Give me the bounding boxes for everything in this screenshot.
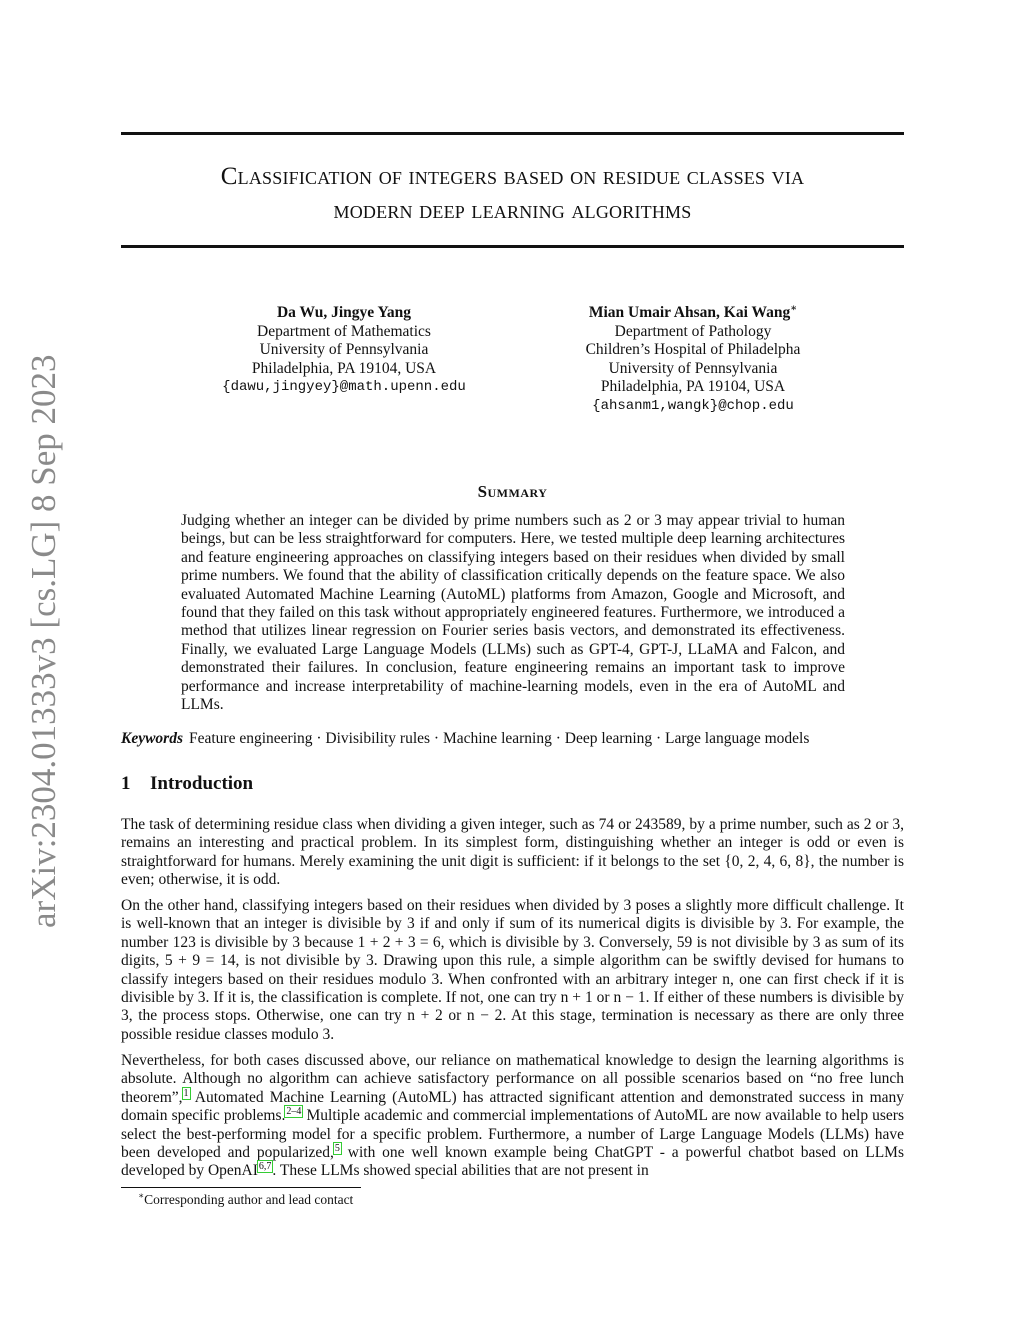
summary-heading: Summary [477,482,548,501]
footnote-text: Corresponding author and lead contact [144,1192,354,1207]
title-bottom-rule [121,245,904,248]
intro-paragraph-2: On the other hand, classifying integers based on their residues when divided by 3 poses a slightly more difficult challenge. It is well-known that an integer is divisible by 3 if and only if sum of its numerical digits is divisible by 3. For example, the number 123 is divisible by 3 because 1 + 2 + 3 = 6, which is divisible by 3. Conversely, 59 is not divisible by 3 as sum of its digits, 5 + 9 = 14, is not divisible by 3. Drawing upon this rule, a simple algorithm can be swiftly devised for humans to classify integers based on their residues modulo 3. When confronted with an arbitrary integer n, one can first check if it is divisible by 3. If it is, the classification is complete. If not, one can try n + 1 or n − 1. If either of these numbers is divisible by 3, the process stops. Otherwise, one can try n + 2 or n − 2. At this stage, termination is necessary as there are only three possible residue classes modulo 3. [121,897,904,1043]
paper-title-line2: modern deep learning algorithms [333,197,692,224]
paper-title [121,160,904,228]
author-names-left: Da Wu, Jingye Yang [276,304,412,321]
keywords-text: Feature engineering · Divisibility rules · Machine learning · Deep learning · Large language models [189,730,810,747]
footnote-marker: ∗ [138,1190,145,1201]
author-email-left[interactable]: {dawu,jingyey}@math.upenn.edu [222,379,466,395]
keywords-label: Keywords [121,730,183,747]
author-names-right-text: Mian Umair Ahsan, Kai Wang [588,304,791,321]
p3-text-a: Nevertheless, for both cases discussed above, our reliance on mathematical knowledge to design the learning algorithms is absolute. Although no algorithm can achieve satisfactory performance on all possible scenarios based on “no free lunch theorem”, [121,1052,904,1106]
section-heading-introduction [121,773,253,795]
citation-link-1[interactable]: 1 [183,1087,189,1099]
citation-link-5[interactable]: 5 [334,1142,340,1154]
citation-link-6-7[interactable]: 6,7 [258,1161,272,1173]
title-top-rule [121,132,904,135]
intro-paragraph-3 [121,1052,904,1181]
author-hospital-right: Children’s Hospital of Philadelpha [585,341,801,358]
footnote-rule [121,1187,361,1188]
author-block-right [545,304,841,415]
paper-title-line1: Classification of integers based on residue classes via [220,163,805,190]
author-univ-left: University of Pennsylvania [259,341,429,358]
p3-text-d: with one well known example being ChatGPT - a powerful chatbot based on LLMs developed by OpenAI [121,1144,904,1180]
author-dept-right: Department of Pathology [614,322,772,340]
p3-text-e: . These LLMs showed special abilities that are not present in [272,1162,649,1180]
section-number: 1 [121,773,131,794]
intro-paragraph-1: The task of determining residue class when dividing a given integer, such as 74 or 243589, by a prime number, such as 2 or 3, remains an interesting and practical problem. In its simplest form, distinguishing whether an integer is odd or even is straightforward for humans. Merely examining the unit digit is sufficient: if it belongs to the set {0, 2, 4, 6, 8}, the number is even; otherwise, it is odd. [121,816,904,889]
author-block-left [196,304,492,397]
arxiv-identifier: arXiv:2304.01333v3 [cs.LG] 8 Sep 2023 [24,354,63,928]
author-city-left: Philadelphia, PA 19104, USA [251,359,437,377]
section-title: Introduction [150,773,254,794]
footnote [138,1192,353,1208]
author-dept-left: Department of Mathematics [257,322,431,340]
author-names-right [545,304,841,323]
p3-text-c: Multiple academic and commercial implementations of AutoML are now available to help users select the best-performing model for a specific problem. Furthermore, a number of Large Language Models (LLMs) have been developed and popularized, [121,1107,904,1162]
corresponding-author-marker[interactable]: ∗ [790,302,798,314]
p3-text-b: Automated Machine Learning (AutoML) has attracted significant attention and demonstrated success in many domain specific problems. [121,1088,904,1125]
summary-text: Judging whether an integer can be divided by prime numbers such as 2 or 3 may appear trivial to human beings, but can be less straightforward for computers. Here, we tested multiple deep learning architectures and feature engineering approaches on classifying integers based on their residues when divided by small prime numbers. We found that the ability of classification critically depends on the feature space. We also evaluated Automated Machine Learning (AutoML) platforms from Amazon, Google and Microsoft, and found that they failed on this task without appropriately engineered features. Furthermore, we introduced a method that utilizes linear regression on Fourier series basis vectors, and demonstrated its effectiveness. Finally, we evaluated Large Language Models (LLMs) such as GPT-4, GPT-J, LLaMA and Falcon, and demonstrated their failures. In conclusion, feature engineering remains an important task to improve performance and increase interpretability of machine-learning models, even in the era of AutoML and LLMs. [181,512,845,714]
citation-link-2-4[interactable]: 2–4 [286,1106,302,1118]
author-email-right[interactable]: {ahsanm1,wangk}@chop.edu [592,397,794,414]
keywords-line [121,730,904,748]
author-city-right: Philadelphia, PA 19104, USA [600,378,786,395]
author-univ-right: University of Pennsylvania [608,359,778,377]
